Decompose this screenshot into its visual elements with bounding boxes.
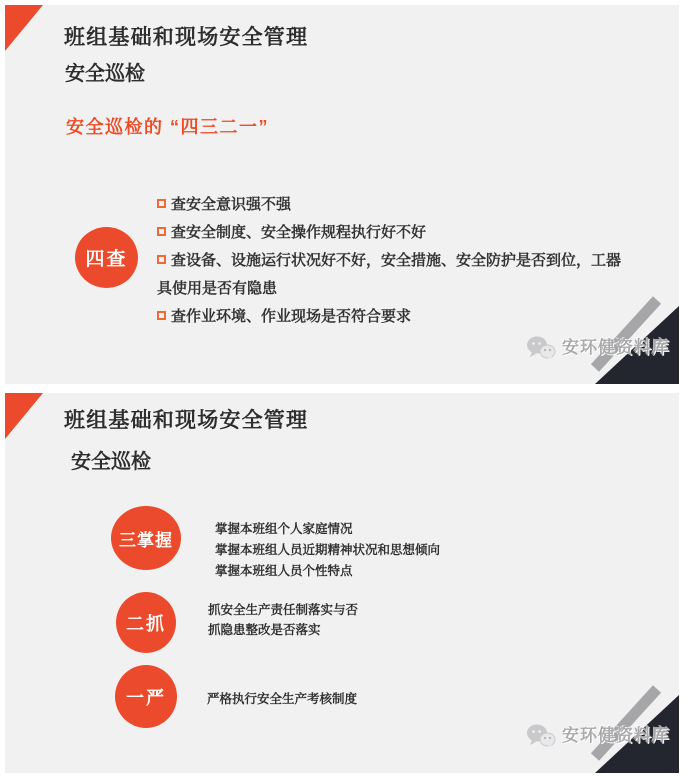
bullet-text: 查作业环境、作业现场是否符合要求 [171, 308, 412, 325]
square-bullet-icon [157, 199, 166, 208]
group-text-two-grabs [208, 600, 358, 640]
badge-label: 四查 [85, 249, 128, 270]
badge-label: 三掌握 [119, 530, 173, 550]
wechat-icon [526, 723, 556, 749]
group-line: 抓隐患整改是否落实 [208, 623, 321, 637]
slide-three-two-one [5, 393, 679, 773]
square-bullet-icon [157, 311, 166, 320]
group-line: 掌握本班组人员近期精神状况和思想倾向 [215, 543, 441, 557]
corner-accent-triangle-icon [5, 393, 43, 439]
bullet-item [157, 303, 629, 331]
bullet-list [157, 191, 629, 331]
slide-subtitle: 安全巡检 [65, 63, 145, 85]
badge-four-checks [75, 227, 138, 288]
group-line: 抓安全生产责任制落实与否 [208, 603, 359, 617]
slide-four-checks [5, 5, 679, 384]
group-line: 掌握本班组人员个性特点 [215, 564, 353, 578]
square-bullet-icon [157, 255, 166, 264]
group-line: 掌握本班组个人家庭情况 [215, 522, 353, 536]
bullet-text: 查安全意识强不强 [171, 196, 292, 213]
bullet-text: 查设备、设施运行状况好不好，安全措施、安全防护是否到位，工器具使用是否有隐患 [157, 252, 622, 297]
badge-label: 二抓 [126, 613, 166, 634]
group-text-three-grasps [215, 519, 440, 582]
wechat-icon [526, 335, 556, 361]
badge-two-grabs [116, 592, 176, 653]
badge-three-grasps [111, 506, 181, 570]
bullet-item [157, 247, 629, 303]
group-text-one-strict [207, 689, 357, 709]
slide-title: 班组基础和现场安全管理 [64, 26, 309, 49]
section-heading: 安全巡检的 “四三二一” [66, 117, 270, 137]
watermark-text: 安环健资料库 [562, 726, 670, 745]
watermark-text: 安环健资料库 [562, 338, 670, 357]
slide-subtitle: 安全巡检 [71, 451, 151, 473]
watermark [526, 335, 670, 361]
watermark [526, 723, 670, 749]
square-bullet-icon [157, 227, 166, 236]
badge-label: 一严 [126, 687, 166, 708]
bullet-text: 查安全制度、安全操作规程执行好不好 [171, 224, 427, 241]
group-line: 严格执行安全生产考核制度 [207, 692, 358, 706]
badge-one-strict [115, 665, 177, 728]
slide-title: 班组基础和现场安全管理 [64, 409, 309, 432]
bullet-item [157, 219, 629, 247]
corner-accent-triangle-icon [5, 5, 43, 51]
bullet-item [157, 191, 629, 219]
